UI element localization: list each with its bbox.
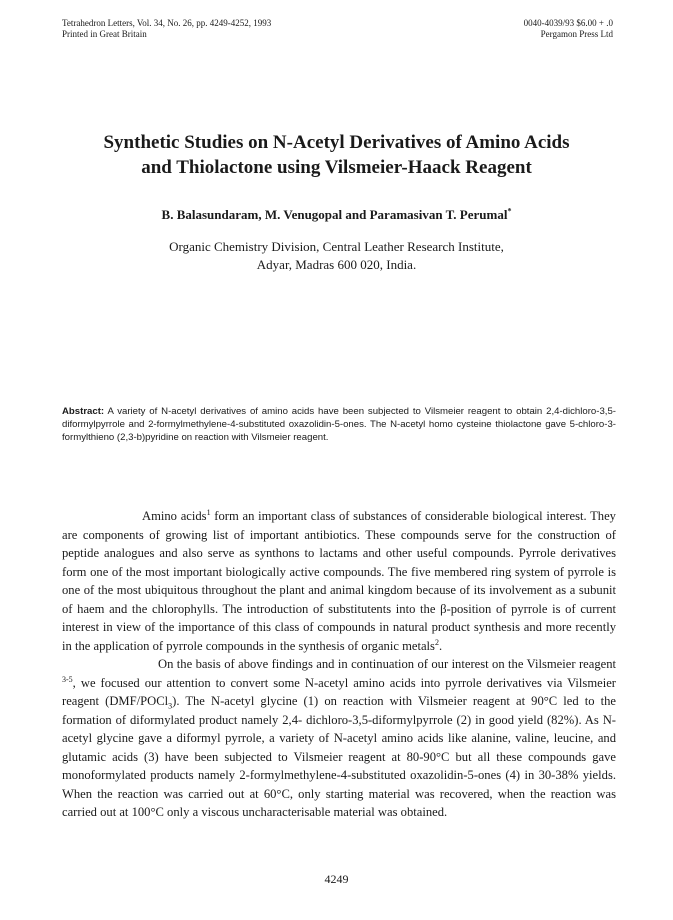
page-number: 4249 xyxy=(324,872,349,886)
citation: 2 xyxy=(434,637,439,647)
affiliation xyxy=(40,238,633,274)
price-code-line: 0040-4039/93 $6.00 + .0 xyxy=(523,18,613,28)
title-line: and Thiolactone using Vilsmeier-Haack Reagent xyxy=(141,157,532,178)
text-run: form an important class of substances of considerable biological interest. They are components of growing list of important antibiotics. These compounds serve for the construction of peptide analogues and also serve as synthons to lactams and other useful compounds. Pyrrole derivatives form one of the most important biologically active compounds. The five membered ring system of pyrrole is one of the most ubiquitous throughout the plant and animal kingdom because of its involvement as a subunit of haem and the chlorophylls. The introduction of substitutents into the xyxy=(62,509,616,616)
paper-title xyxy=(40,130,633,180)
citation: 3-5 xyxy=(62,674,73,684)
text-run: Amino acids xyxy=(142,509,207,523)
body-text xyxy=(62,507,616,822)
beta-symbol: β xyxy=(440,601,447,616)
abstract-text: A variety of N-acetyl derivatives of amino acids have been subjected to Vilsmeier reagent to obtain 2,4-dichloro-3,5-diformylpyrrole and 2-formylmethylene-4-substituted oxazolidin-5-ones. The N-acetyl homo cysteine thiolactone gave 5-chloro-3-formylthieno (2,3-b)pyridine on reaction with Vilsmeier reagent. xyxy=(62,406,616,443)
abstract-label: Abstract: xyxy=(62,406,105,417)
text-run: . xyxy=(438,638,443,653)
publisher-line: Pergamon Press Ltd xyxy=(540,29,613,39)
author-list xyxy=(40,207,633,223)
abstract xyxy=(62,405,616,444)
text-run: , we focused our attention to convert some N-acetyl amino acids into pyrrole derivatives via Vilsmeier reagent (DMF/POCl xyxy=(62,675,616,708)
author-names: B. Balasundaram, M. Venugopal and Paramasivan T. Perumal xyxy=(161,207,508,222)
affiliation-line: Adyar, Madras 600 020, India. xyxy=(256,257,417,272)
text-run: ). The N-acetyl glycine (1) on reaction with Vilsmeier reagent at 90°C led to the formation of diformylated product namely 2,4- dichloro-3,5-diformylpyrrole (2) in good yield (82%). As N-acetyl glycine gave a diformyl pyrrole, a variety of N-acetyl amino acids like alanine, valine, leucine, and glutamic acids (3) have been subjected to Vilsmeier reagent at 80-90°C but all these compounds gave monoformylated products namely 2-formylmethylene-4-substituted oxazolidin-5-ones (4) in 30-38% yields. When the reaction was carried out at 60°C, only starting material was recovered, when the reaction was carried out at 100°C only a viscous uncharacterisable material was obtained. xyxy=(62,694,616,819)
journal-citation xyxy=(62,18,271,40)
citation: 1 xyxy=(206,507,211,517)
paragraph xyxy=(62,655,616,822)
printed-in-line: Printed in Great Britain xyxy=(62,29,147,39)
text-run: On the basis of above findings and in continuation of our interest on the Vilsmeier reagent xyxy=(158,657,616,671)
paragraph xyxy=(62,507,616,655)
corresponding-author-mark: * xyxy=(507,206,512,216)
publisher-info xyxy=(524,18,613,40)
subscript: 3 xyxy=(168,701,173,711)
journal-citation-line: Tetrahedron Letters, Vol. 34, No. 26, pp. 4249-4252, 1993 xyxy=(62,18,272,28)
title-line: Synthetic Studies on N-Acetyl Derivatives of Amino Acids xyxy=(103,132,570,153)
text-run: -position of pyrrole is of current interest in view of the importance of this class of compounds in natural product synthesis and more recently in the application of pyrrole compounds in the synthesis of organic metals xyxy=(62,601,616,653)
affiliation-line: Organic Chemistry Division, Central Leather Research Institute, xyxy=(169,239,504,254)
